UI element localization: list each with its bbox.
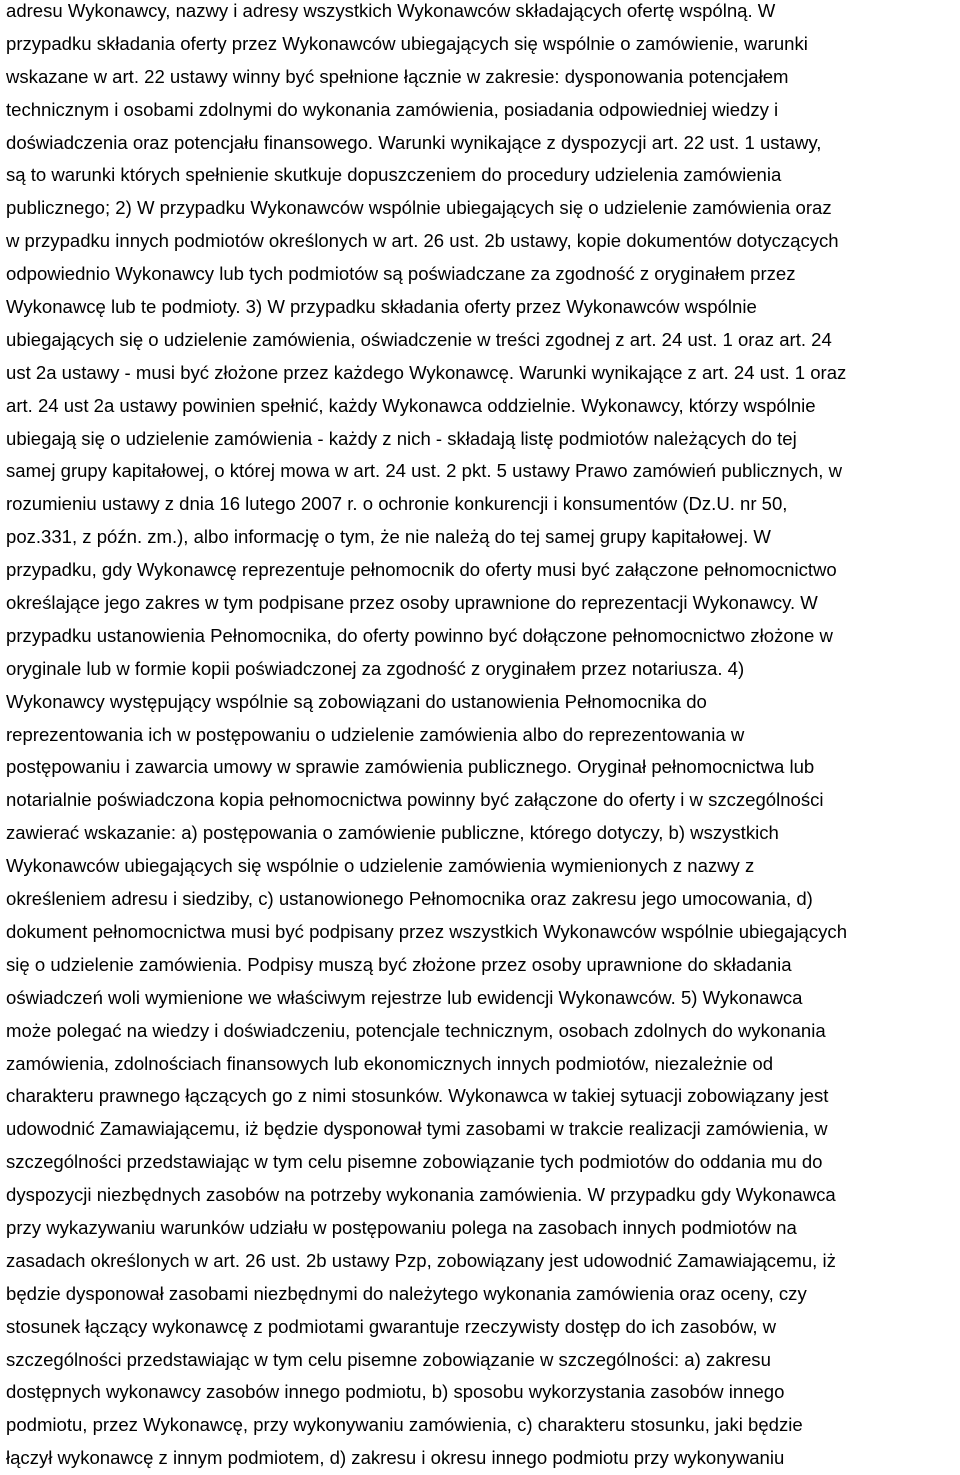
text-line: adresu Wykonawcy, nazwy i adresy wszystkich Wykonawców składających ofertę wspólną. W [6,0,776,21]
text-line: reprezentowania ich w postępowaniu o udzielenie zamówienia albo do reprezentowania w [6,723,745,745]
document-page [6,0,958,1475]
text-line: szczególności przedstawiając w tym celu pisemne zobowiązanie w szczególności: a) zakresu [6,1348,771,1370]
text-line: oryginale lub w formie kopii poświadczonej za zgodność z oryginałem przez notariusza. 4) [6,657,745,679]
text-line: dokument pełnomocnictwa musi być podpisany przez wszystkich Wykonawców wspólnie ubiegających [6,920,848,942]
text-line: zasadach określonych w art. 26 ust. 2b ustawy Pzp, zobowiązany jest udowodnić Zamawiającemu, iż [6,1249,836,1271]
text-line: poz.331, z późn. zm.), albo informację o tym, że nie należą do tej samej grupy kapitałowej. W [6,526,771,548]
text-line: samej grupy kapitałowej, o której mowa w art. 24 ust. 2 pkt. 5 ustawy Prawo zamówień publicznych, w [6,460,843,482]
text-line: ubiegają się o udzielenie zamówienia - każdy z nich - składają listę podmiotów należących do tej [6,427,797,449]
text-line: art. 24 ust 2a ustawy powinien spełnić, każdy Wykonawca oddzielnie. Wykonawcy, którzy wspólnie [6,394,816,416]
text-line: się o udzielenie zamówienia. Podpisy muszą być złożone przez osoby uprawnione do składania [6,953,792,975]
text-line: wskazane w art. 22 ustawy winny być spełnione łącznie w zakresie: dysponowania potencjałem [6,65,789,87]
text-line: szczególności przedstawiając w tym celu pisemne zobowiązanie tych podmiotów do oddania mu do [6,1151,823,1173]
text-line: podmiotu, przez Wykonawcę, przy wykonywaniu zamówienia, c) charakteru stosunku, jaki będzie [6,1414,803,1436]
text-line: publicznego; 2) W przypadku Wykonawców wspólnie ubiegających się o udzielenie zamówienia oraz [6,197,832,219]
text-line: Wykonawcę lub te podmioty. 3) W przypadku składania oferty przez Wykonawców wspólnie [6,296,757,318]
text-line: stosunek łączący wykonawcę z podmiotami gwarantuje rzeczywisty dostęp do ich zasobów, w [6,1315,777,1337]
text-line: przypadku, gdy Wykonawcę reprezentuje pełnomocnik do oferty musi być załączone pełnomocnictwo [6,559,837,581]
text-line: zamówienia, zdolnościach finansowych lub ekonomicznych innych podmiotów, niezależnie od [6,1052,774,1074]
text-line: Wykonawcy występujący wspólnie są zobowiązani do ustanowienia Pełnomocnika do [6,690,707,712]
text-line: przypadku ustanowienia Pełnomocnika, do oferty powinno być dołączone pełnomocnictwo złożone w [6,624,833,646]
text-line: określające jego zakres w tym podpisane przez osoby uprawnione do reprezentacji Wykonawcy. W [6,592,818,614]
text-line: technicznym i osobami zdolnymi do wykonania zamówienia, posiadania odpowiedniej wiedzy i [6,98,779,120]
text-line: odpowiednio Wykonawcy lub tych podmiotów są poświadczane za zgodność z oryginałem przez [6,263,796,285]
text-line: Wykonawców ubiegających się wspólnie o udzielenie zamówienia wymienionych z nazwy z [6,855,755,877]
text-line: rozumieniu ustawy z dnia 16 lutego 2007 r. o ochronie konkurencji i konsumentów (Dz.U. nr 50, [6,493,788,515]
text-line: może polegać na wiedzy i doświadczeniu, potencjale technicznym, osobach zdolnych do wykonania [6,1019,826,1041]
text-line: są to warunki których spełnienie skutkuje dopuszczeniem do procedury udzielenia zamówienia [6,164,782,186]
text-line: w przypadku innych podmiotów określonych w art. 26 ust. 2b ustawy, kopie dokumentów dotyczących [6,230,839,252]
text-line: notarialnie poświadczona kopia pełnomocnictwa powinny być załączone do oferty i w szczególności [6,789,824,811]
text-line: charakteru prawnego łączących go z nimi stosunków. Wykonawca w takiej sytuacji zobowiązany jest [6,1085,829,1107]
text-line: ubiegających się o udzielenie zamówienia, oświadczenie w treści zgodnej z art. 24 ust. 1 oraz art. 24 [6,328,832,350]
text-line: będzie dysponował zasobami niezbędnymi do należytego wykonania zamówienia oraz oceny, czy [6,1282,807,1304]
text-line: dostępnych wykonawcy zasobów innego podmiotu, b) sposobu wykorzystania zasobów innego [6,1381,785,1403]
text-line: dyspozycji niezbędnych zasobów na potrzeby wykonania zamówienia. W przypadku gdy Wykonawca [6,1184,836,1206]
text-line: oświadczeń woli wymienione we właściwym rejestrze lub ewidencji Wykonawców. 5) Wykonawca [6,986,803,1008]
text-line: postępowaniu i zawarcia umowy w sprawie zamówienia publicznego. Oryginał pełnomocnictwa lub [6,756,815,778]
text-line: doświadczenia oraz potencjału finansowego. Warunki wynikające z dyspozycji art. 22 ust. 1 ustawy, [6,131,822,153]
text-line: zawierać wskazanie: a) postępowania o zamówienie publiczne, którego dotyczy, b) wszystkich [6,822,779,844]
text-line: przypadku składania oferty przez Wykonawców ubiegających się wspólnie o zamówienie, warunki [6,32,808,54]
text-line: przy wykazywaniu warunków udziału w postępowaniu polega na zasobach innych podmiotów na [6,1216,797,1238]
text-line: określeniem adresu i siedziby, c) ustanowionego Pełnomocnika oraz zakresu jego umocowania, d) [6,888,813,910]
text-line: ust 2a ustawy - musi być złożone przez każdego Wykonawcę. Warunki wynikające z art. 24 ust. 1 oraz [6,361,847,383]
text-line: udowodnić Zamawiającemu, iż będzie dysponował tymi zasobami w trakcie realizacji zamówienia, w [6,1118,828,1140]
text-line: łączył wykonawcę z innym podmiotem, d) zakresu i okresu innego podmiotu przy wykonywaniu [6,1447,785,1469]
